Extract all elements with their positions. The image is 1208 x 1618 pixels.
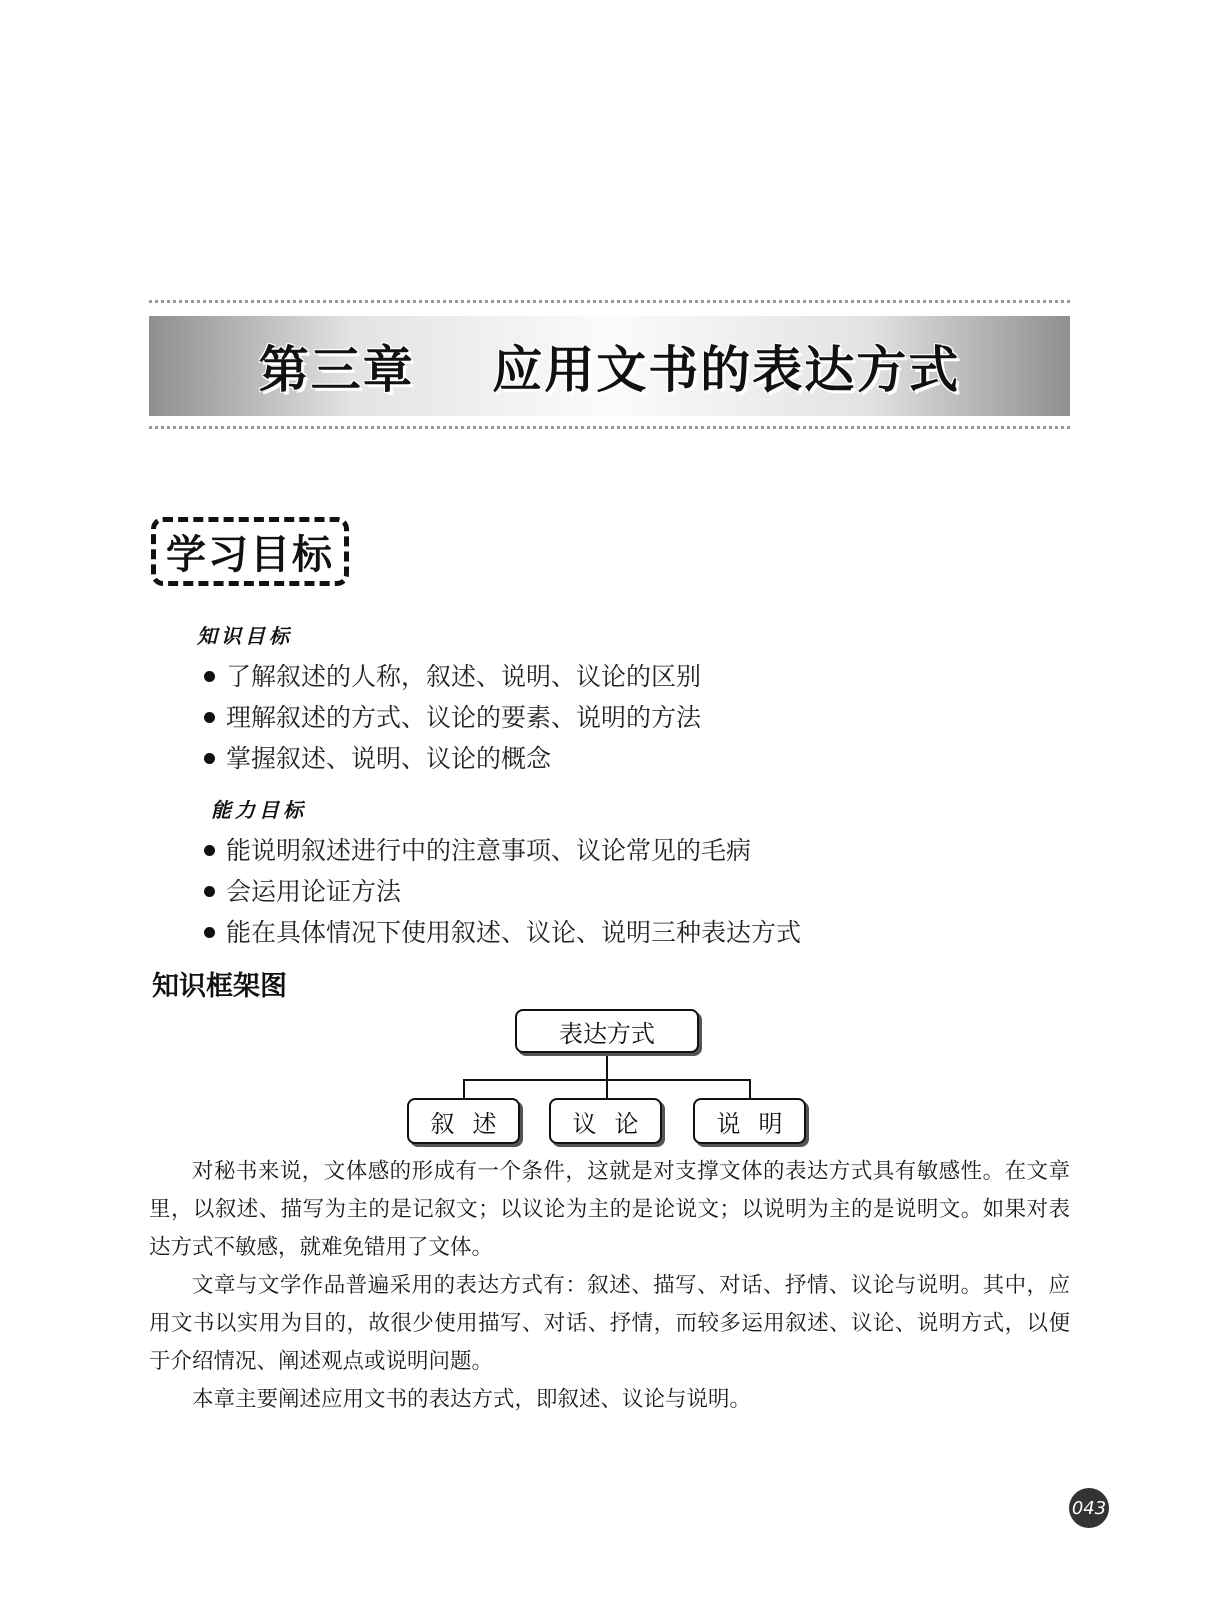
banner-top-dotted-rule bbox=[149, 300, 1070, 303]
body-paragraph: 本章主要阐述应用文书的表达方式，即叙述、议论与说明。 bbox=[192, 1387, 752, 1412]
chapter-banner bbox=[149, 316, 1070, 416]
ability-objectives-list bbox=[204, 830, 801, 953]
banner-bottom-dotted-rule bbox=[149, 426, 1070, 429]
list-item: 能在具体情况下使用叙述、议论、说明三种表达方式 bbox=[204, 912, 801, 953]
learning-objectives-box bbox=[151, 517, 349, 586]
body-text bbox=[149, 1153, 1070, 1419]
list-item: 了解叙述的人称，叙述、说明、议论的区别 bbox=[204, 656, 701, 697]
connector-child-1 bbox=[463, 1079, 465, 1099]
learning-objectives-title: 学习目标 bbox=[166, 532, 334, 578]
diagram-node-root: 表达方式 bbox=[515, 1009, 699, 1053]
diagram-node-narration: 叙述 bbox=[407, 1098, 520, 1144]
diagram-node-exposition: 说明 bbox=[693, 1098, 806, 1144]
knowledge-objectives-list bbox=[204, 656, 701, 779]
ability-objectives-heading: 能力目标 bbox=[211, 798, 307, 822]
connector-child-3 bbox=[749, 1079, 751, 1099]
body-paragraph: 对秘书来说，文体感的形成有一个条件，这就是对支撑文体的表达方式具有敏感性。在文章里，以叙述、描写为主的是记叙文；以议论为主的是论说文；以说明为主的是说明文。如果对表达方式不敏感，就难免错用了文体。 bbox=[149, 1159, 1070, 1260]
chapter-title: 第三章 应用文书的表达方式 bbox=[258, 341, 961, 399]
connector-root-down bbox=[606, 1053, 608, 1080]
knowledge-framework-heading: 知识框架图 bbox=[152, 971, 287, 1002]
knowledge-objectives-heading: 知识目标 bbox=[197, 624, 293, 648]
list-item: 掌握叙述、说明、议论的概念 bbox=[204, 738, 701, 779]
list-item: 能说明叙述进行中的注意事项、议论常见的毛病 bbox=[204, 830, 801, 871]
diagram-node-argumentation: 议论 bbox=[549, 1098, 662, 1144]
body-paragraph: 文章与文学作品普遍采用的表达方式有：叙述、描写、对话、抒情、议论与说明。其中，应用文书以实用为目的，故很少使用描写、对话、抒情，而较多运用叙述、议论、说明方式，以便于介绍情况、阐述观点或说明问题。 bbox=[149, 1273, 1070, 1374]
connector-child-2 bbox=[606, 1079, 608, 1099]
page-number-badge: 043 bbox=[1069, 1488, 1109, 1528]
list-item: 会运用论证方法 bbox=[204, 871, 801, 912]
list-item: 理解叙述的方式、议论的要素、说明的方法 bbox=[204, 697, 701, 738]
